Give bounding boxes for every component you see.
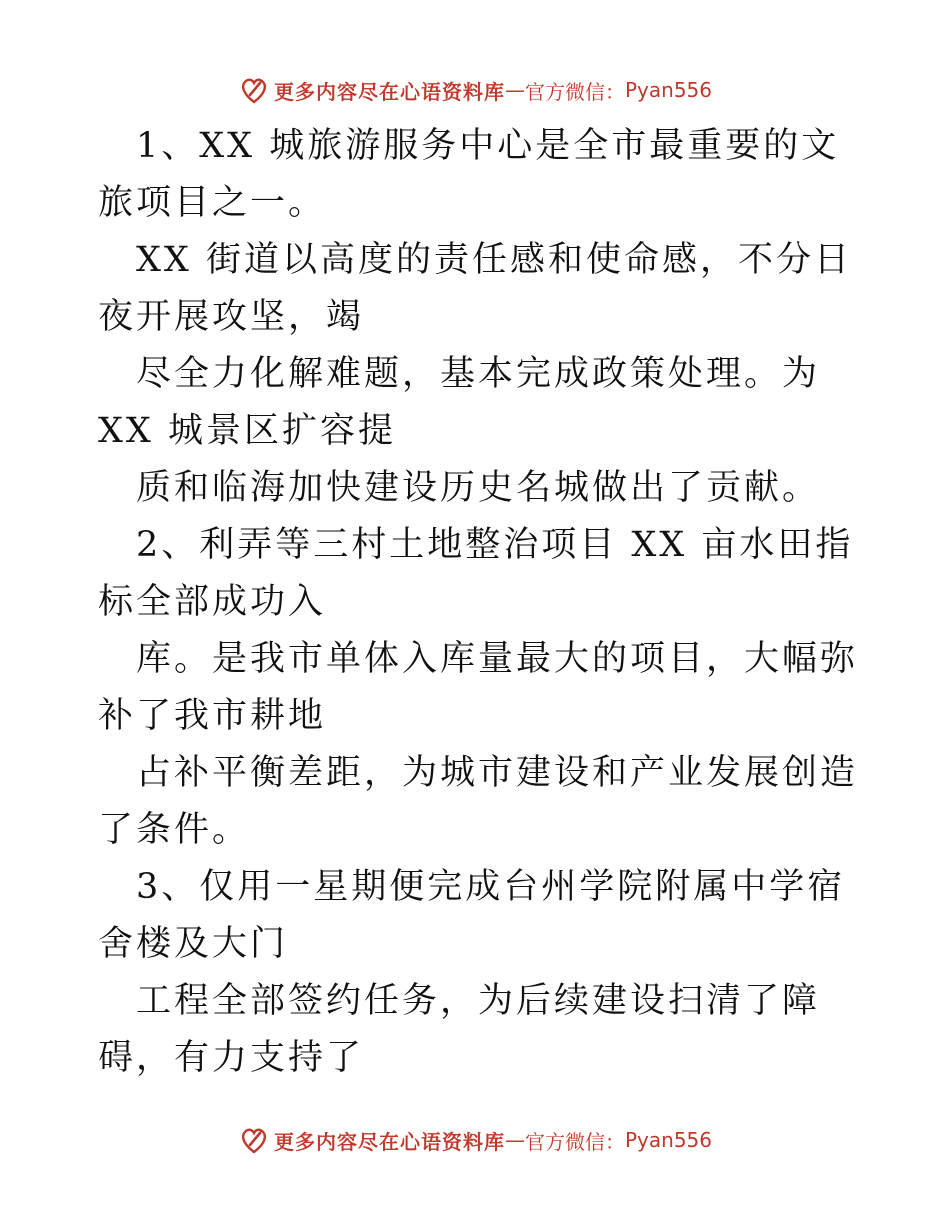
watermark-wechat-id: Pyan556 xyxy=(624,1128,712,1152)
watermark-wechat-label: 官方微信： xyxy=(524,1129,625,1154)
paragraph-1: 1、XX 城旅游服务中心是全市最重要的文旅项目之一。 xyxy=(98,126,840,223)
paragraph-4: 质和临海加快建设历史名城做出了贡献。 xyxy=(136,468,821,508)
paragraph-8: 3、仅用一星期便完成台州学院附属中学宿舍楼及大门 xyxy=(98,867,846,964)
paragraph-3: 尽全力化解难题，基本完成政策处理。为 XX 城景区扩容提 xyxy=(98,354,821,451)
watermark-brand: 更多内容尽在心语资料库 xyxy=(273,79,505,104)
paragraph-7: 占补平衡差距，为城市建设和产业发展创造了条件。 xyxy=(98,753,859,850)
paragraph-9: 工程全部签约任务，为后续建设扫清了障碍，有力支持了 xyxy=(98,981,821,1078)
watermark-separator: — xyxy=(504,78,525,102)
heart-pen-logo-icon xyxy=(238,74,270,106)
heart-pen-logo-icon xyxy=(238,1124,270,1156)
footer-watermark xyxy=(0,1120,950,1160)
header-watermark xyxy=(0,70,950,110)
paragraph-5: 2、利弄等三村土地整治项目 XX 亩水田指标全部成功入 xyxy=(98,525,854,622)
paragraph-2: XX 街道以高度的责任感和使命感，不分日夜开展攻坚，竭 xyxy=(98,240,852,337)
watermark-wechat-label: 官方微信： xyxy=(524,79,625,104)
watermark-brand: 更多内容尽在心语资料库 xyxy=(273,1129,505,1154)
paragraph-6: 库。是我市单体入库量最大的项目，大幅弥补了我市耕地 xyxy=(98,639,859,736)
watermark-separator: — xyxy=(504,1128,525,1152)
watermark-wechat-id: Pyan556 xyxy=(624,78,712,102)
document-body xyxy=(98,118,858,1087)
